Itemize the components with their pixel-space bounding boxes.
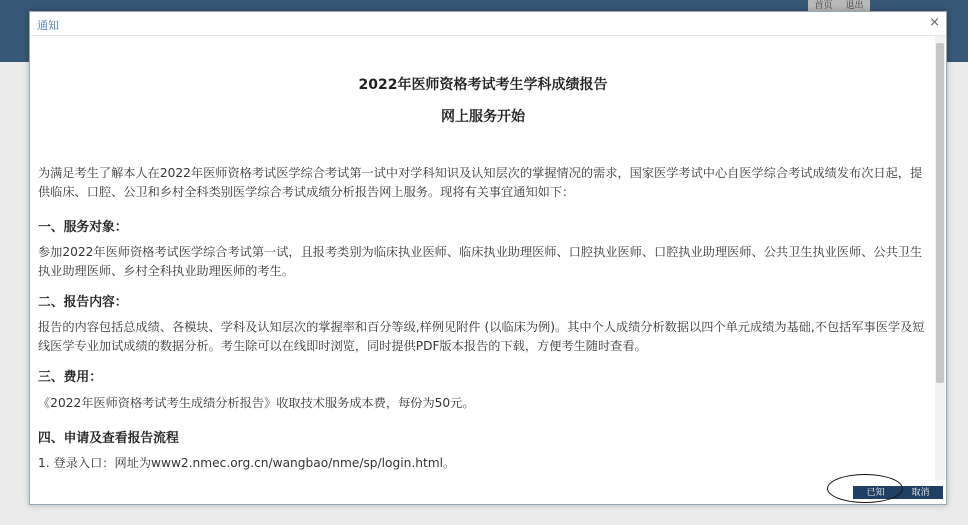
section-body-fee: 《2022年医师资格考试考生成绩分析报告》收取技术服务成本费，每份为50元。 bbox=[38, 396, 475, 410]
document-subtitle: 网上服务开始 bbox=[441, 109, 525, 125]
acknowledge-button[interactable]: 已知 bbox=[853, 486, 898, 499]
dialog-titlebar bbox=[30, 12, 946, 36]
section-heading-content: 二、报告内容： bbox=[38, 295, 128, 310]
dialog-title: 通知 bbox=[37, 19, 59, 32]
dialog-footer bbox=[30, 480, 946, 504]
intro-paragraph: 为满足考生了解本人在2022年医师资格考试医学综合考试第一试中对学科知识及认知层次的掌握情况的需求，国家医学考试中心自医学综合考试成绩发布次日起，提供临床、口腔、公卫和乡村全科类别医学综合考试成绩分析报告网上服务。现将有关事宜通知如下： bbox=[38, 166, 923, 199]
cancel-button[interactable]: 取消 bbox=[898, 486, 943, 499]
section-heading-target: 一、服务对象： bbox=[38, 220, 128, 235]
background-link-home[interactable]: 首页 bbox=[814, 1, 833, 11]
notice-dialog bbox=[29, 11, 947, 505]
scrollbar-thumb[interactable] bbox=[936, 43, 944, 383]
section-body-process: 1. 登录入口：网址为www2.nmec.org.cn/wangbao/nme/sp/login.html。 bbox=[38, 456, 456, 470]
section-body-content: 报告的内容包括总成绩、各模块、学科及认知层次的掌握率和百分等级,样例见附件 (以临床为例)。其中个人成绩分析数据以四个单元成绩为基础,不包括军事医学及短线医学专业加试成绩的数据分析。考生除可以在线即时浏览，同时提供PDF版本报告的下载，方便考生随时查看。 bbox=[38, 320, 925, 353]
section-heading-fee: 三、费用： bbox=[38, 370, 102, 385]
notice-content[interactable] bbox=[38, 36, 928, 491]
close-icon[interactable]: × bbox=[929, 15, 940, 30]
background-link-logout[interactable]: 退出 bbox=[845, 1, 864, 11]
document-title: 2022年医师资格考试考生学科成绩报告 bbox=[358, 77, 608, 93]
content-scrollbar[interactable] bbox=[935, 36, 945, 491]
section-body-target: 参加2022年医师资格考试医学综合考试第一试，且报考类别为临床执业医师、临床执业助理医师、口腔执业医师、口腔执业助理医师、公共卫生执业医师、公共卫生执业助理医师、乡村全科执业助理医师的考生。 bbox=[38, 245, 923, 278]
section-heading-process: 四、申请及查看报告流程 bbox=[38, 431, 179, 446]
